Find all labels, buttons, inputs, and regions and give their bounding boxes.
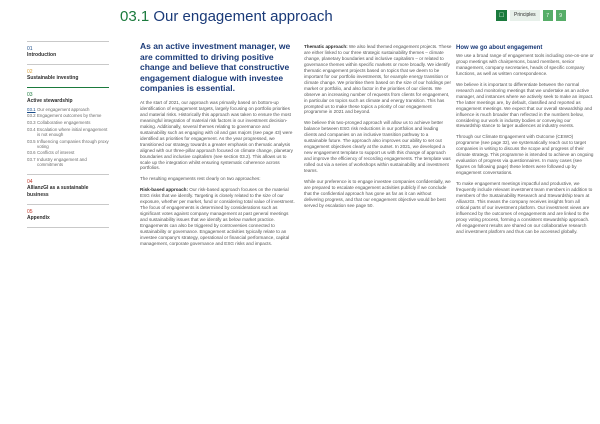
paragraph: While our preference is to engage investee companies confidentially, we are prepared to escalate engagement activities publicly if we conclude that the confidential approach has gone as far as it can without delivering progress, and that our engagement objective would be best served by escalation see page 50. (304, 179, 451, 208)
section-heading: How we go about engagement (456, 45, 543, 51)
paragraph: Through our Climate Engagement with Outcome (CEWO) programme (see page 32), we systematically reach out to target companies in writing to discuss the scope and progress of their climate strategy. This programme is intended to achieve an ongoing evaluation of progress via questionnaires. In many cases (see figures on following page) these letters were followed up by engagement conversations. (456, 134, 594, 176)
item-number: 03.5 (27, 138, 36, 144)
item-number: 03.1 (27, 106, 36, 112)
sidebar-section-appendix[interactable] (27, 204, 109, 222)
item-number: 03.7 (27, 157, 36, 163)
section-title: Appendix (27, 214, 50, 221)
thematic-heading: Thematic approach: (304, 44, 348, 49)
sidebar-item-escalation[interactable] (27, 127, 109, 137)
lead-statement: As an active investment manager, we are committed to driving positive change and believe that constructive engagement dialogue with investee companies is essential. (140, 41, 291, 94)
section-title: Sustainable investing (27, 75, 79, 81)
sidebar-divider (27, 227, 109, 228)
sidebar-item-outcomes-by-theme[interactable] (27, 113, 109, 118)
page-title (120, 8, 333, 25)
section-number: 03 (27, 92, 33, 98)
column-1 (140, 41, 295, 252)
sidebar-item-conflicts[interactable] (27, 150, 109, 155)
section-title: Introduction (27, 52, 57, 58)
item-number: 03.6 (27, 150, 36, 156)
paragraph: We use a broad range of engagement tools including one-on-one or group meetings with chairpersons, board members, senior management, company secretaries, heads of specific company functions, as well as written correspondence. (456, 53, 594, 76)
section-number: 04 (27, 178, 33, 185)
paragraph: The resulting engagements rest clearly on two approaches: (140, 176, 261, 182)
principles-label: Principles (510, 10, 540, 21)
item-label: Collaborative engagements (37, 119, 91, 125)
document-icon[interactable]: □ (496, 10, 507, 21)
item-number: 03.3 (27, 119, 36, 125)
sidebar-item-proxy-voting[interactable] (27, 139, 109, 149)
item-label: Conflicts of interest (37, 150, 75, 156)
section-number: 05 (27, 208, 33, 215)
item-label: Industry engagement and commitments (37, 157, 87, 168)
item-label: Escalation where initial engagement is not enough (37, 126, 108, 137)
paragraph: At the start of 2021, our approach was primarily based on bottom-up identification of engagement targets, largely focusing on portfolio priorities and material risks. Historically this approach was taken to ensure the most meaningful integration of material risk factors in our investment decision-making. Additionally, several themes relating to governance and sustainability such as engaging with oil and gas majors (see page 43) were identified as priorities for engagement. As the year progressed, we transitioned our strategy towards a greater emphasis on thematic analysis aligned with our three-pillar approach focused on climate change, planetary boundaries and inclusive capitalism (see section 03.2). This allows us to scale up the integration whilst ensuring systematic coherence across portfolios. (140, 99, 293, 171)
title-number: 03.1 (120, 8, 150, 25)
principle-9-button[interactable]: 9 (556, 10, 566, 21)
paragraph-text: Our risk-based approach focuses on the material ESG risks that we identify. Targeting is closely related to the size of our exposure, whether per market, fund or considering total value of investment. The focus of engagements is determined by considerations such as significant votes against company management at past general meetings and sustainability issues that we identify as below market practice. Engagements can also be triggered by controversies connected to sustainability or governance. Engagement activities typically relate to an investee company's strategy, operational or financial performance, capital management, corporate governance and ESG risks and impacts. (140, 187, 295, 246)
item-label: Engagement outcomes by theme (37, 113, 102, 119)
paragraph-text: We also lead themed engagement projects. These are either linked to our three strategic sustainability themes – climate change, planetary boundaries and inclusive capitalism – or related to governance themes within specific markets or more broadly. We identify thematic engagement projects based on topics that we deem to be important for our portfolio investments, for example energy transition or climate change. We prioritise them based on the size of our holdings per market or portfolio, and also factor in the priorities of our clients. We observe an increasing number of requests from clients for engagement, in particular on topics such as climate and energy transition. This has prompted us to make these topics a priority of our engagement programme in 2021 and beyond. (304, 44, 452, 115)
paragraph-thematic (304, 44, 452, 115)
sidebar-nav (27, 41, 109, 228)
sidebar-item-engagement-approach[interactable] (27, 107, 109, 112)
sidebar-section-sustainable-business[interactable] (27, 174, 109, 199)
paragraph: We believe this two-pronged approach will allow us to achieve better balance between ESG risk reductions in our portfolios and leading clients and companies on an inclusive transition pathway to a sustainable future. The approach also improves our ability to set out engagement objectives clearly at the outset. In 2021, we developed a new engagement template to support us with this change of approach and improve the efficiency of recording engagements. The template was rolled out via a series of workshops within sustainability and investment teams. (304, 120, 451, 174)
item-number: 03.2 (27, 113, 36, 119)
column-2 (304, 44, 452, 214)
section-title: AllianzGI as a sustainable business (27, 184, 89, 198)
section-title: Active stewardship (27, 98, 73, 104)
section-number: 02 (27, 69, 33, 75)
column-3 (456, 44, 594, 240)
principles-nav (496, 10, 566, 21)
sidebar-section-sustainable-investing[interactable] (27, 64, 109, 82)
sidebar-section-introduction[interactable] (27, 41, 109, 59)
sidebar-section-active-stewardship[interactable] (27, 87, 109, 168)
item-number: 03.4 (27, 126, 36, 132)
title-text: Our engagement approach (153, 8, 333, 25)
sidebar-item-industry[interactable] (27, 157, 109, 167)
principle-7-button[interactable]: 7 (543, 10, 553, 21)
sidebar-item-collaborative[interactable] (27, 120, 109, 125)
risk-based-heading: Risk-based approach: (140, 187, 188, 193)
paragraph: We believe it is important to differentiate between the normal research and monitoring meetings that we undertake as an active manager, and instances where we actively seek to make an impact. The latter meetings are, by default, classified and reported as engagement meetings. We expect that our overall stewardship and influence is much broader than reflected in the numbers below, considering our work in industry bodies or conveying our stewardship stance to larger audiences at industry events. (456, 81, 594, 129)
section-number: 01 (27, 46, 33, 52)
paragraph: To make engagement meetings impactful and productive, we frequently include relevant investment team members in addition to members of the Sustainability Research and Stewardship team at AllianzGI. This means the company receives insights from all critical parts of our investment platform. Our investment views are influenced by the outcomes of engagements and are linked to the proxy voting process, forming a consistent stewardship approach. All engagement results are shared on our collaborative research and investment platform and thus can be accessed globally. (456, 181, 593, 234)
item-label: Influencing companies through proxy voting (37, 138, 109, 149)
paragraph-risk-based (140, 187, 295, 247)
item-label: Our engagement approach (37, 106, 90, 112)
